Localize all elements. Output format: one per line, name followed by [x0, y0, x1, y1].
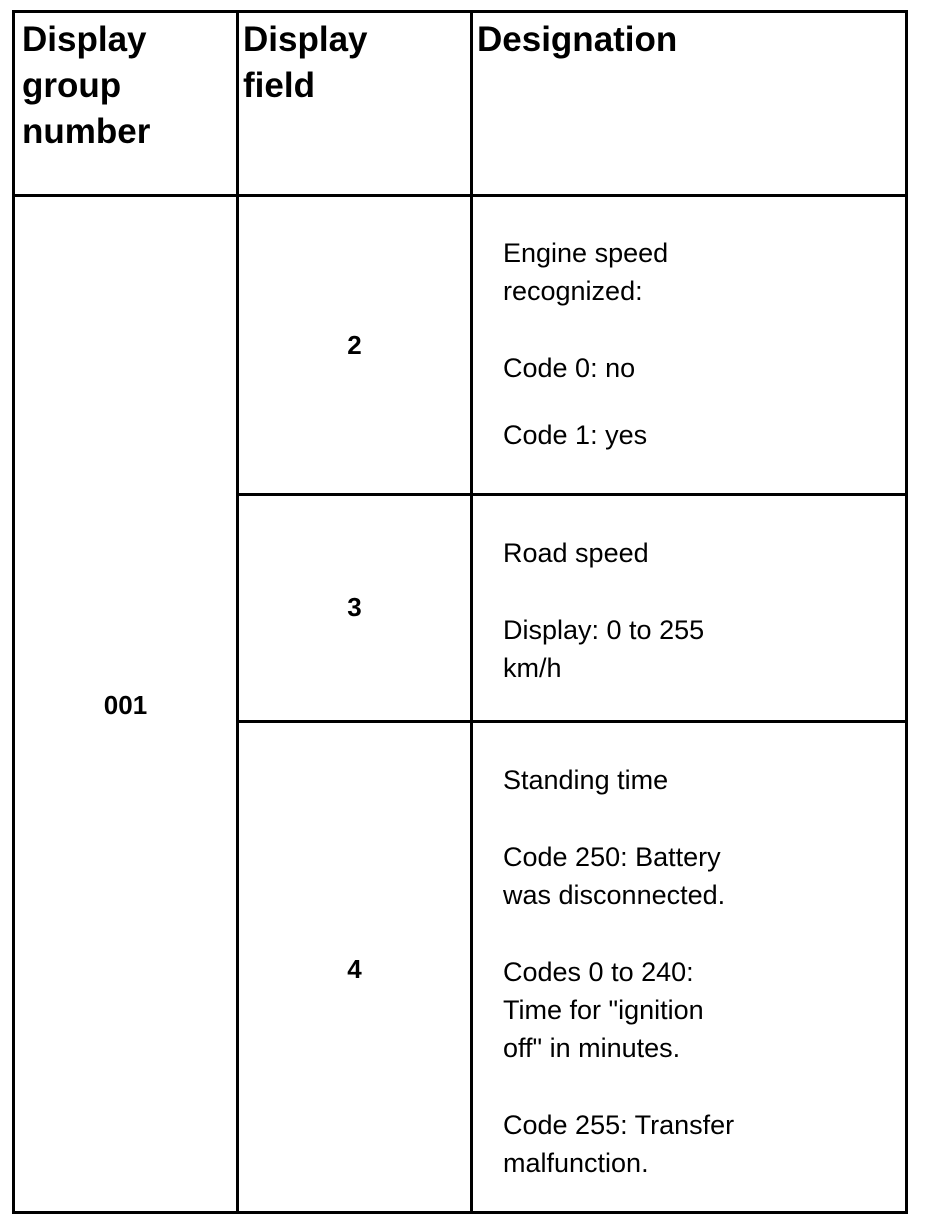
display-group-table: [12, 10, 908, 1214]
designation-text: Road speed: [503, 538, 649, 568]
designation-text: Codes 0 to 240: Time for "ignition off" in minutes.: [503, 957, 704, 1063]
row-divider: [236, 493, 905, 496]
field-number-cell: 2: [347, 330, 362, 360]
designation-cell: [503, 534, 893, 687]
field-number-cell: 4: [347, 954, 362, 984]
group-number-cell: 001: [103, 690, 148, 720]
designation-text: Engine speed recognized:: [503, 238, 669, 306]
header-designation: Designation: [477, 20, 678, 59]
field-number-cell: 3: [347, 592, 362, 622]
column-divider: [470, 13, 473, 1211]
designation-text: Code 1: yes: [503, 420, 648, 450]
header-divider: [15, 194, 905, 197]
designation-cell: [503, 234, 893, 454]
designation-text: Code 250: Battery was disconnected.: [503, 842, 726, 910]
designation-text: Standing time: [503, 765, 669, 795]
row-divider: [236, 720, 905, 723]
designation-text: Display: 0 to 255 km/h: [503, 615, 705, 683]
designation-text: Code 255: Transfer malfunction.: [503, 1110, 735, 1178]
designation-cell: [503, 761, 893, 1182]
designation-text: Code 0: no: [503, 353, 636, 383]
header-display-field: Display field: [243, 20, 368, 105]
header-display-group-number: Display group number: [22, 20, 151, 151]
